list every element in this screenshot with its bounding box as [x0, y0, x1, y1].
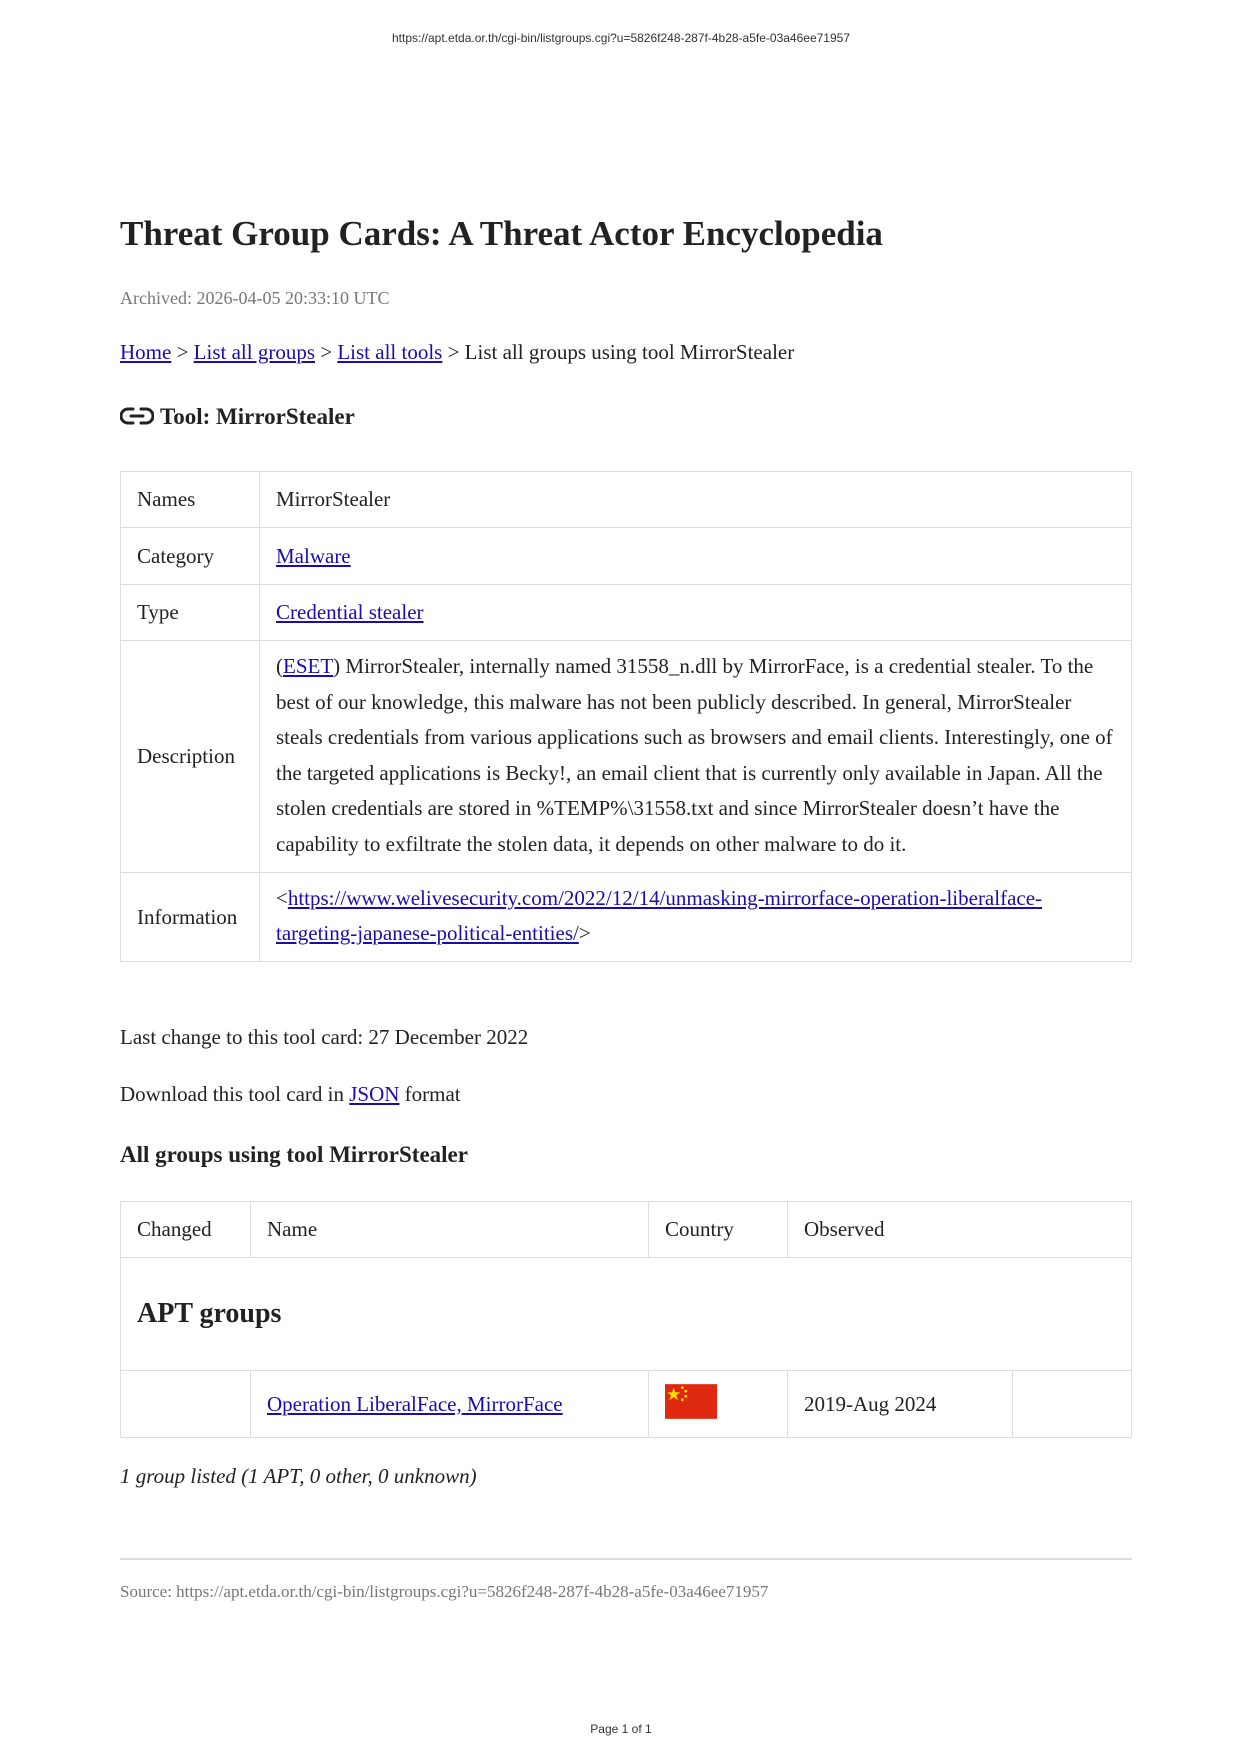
- source-url: Source: https://apt.etda.or.th/cgi-bin/listgroups.cgi?u=5826f248-287f-4b28-a5fe-03a46ee71957: [120, 1582, 769, 1601]
- table-row: [121, 472, 1132, 528]
- description-paren: (: [276, 654, 283, 678]
- column-header-observed: Observed: [788, 1202, 1132, 1258]
- table-row: [121, 1371, 1132, 1438]
- type-link[interactable]: Credential stealer: [276, 600, 424, 624]
- category-cell: [260, 528, 1132, 585]
- category-link[interactable]: Malware: [276, 543, 351, 568]
- country-cell: [649, 1371, 788, 1438]
- china-flag-icon: [665, 1384, 717, 1419]
- names-label: Names: [121, 472, 260, 528]
- tool-info-table: [120, 471, 1132, 962]
- category-label: Category: [121, 528, 260, 585]
- breadcrumb: [120, 340, 794, 365]
- download-text: [120, 1082, 461, 1107]
- description-cell: [260, 641, 1132, 873]
- information-label: Information: [121, 873, 260, 962]
- information-link[interactable]: https://www.welivesecurity.com/2022/12/14/unmasking-mirrorface-operation-liberalface-targeting-japanese-political-entities/: [276, 886, 1043, 945]
- breadcrumb-list-tools-link[interactable]: List all tools: [337, 340, 443, 364]
- section-title-apt-groups: APT groups: [121, 1258, 1132, 1371]
- page-number: Page 1 of 1: [590, 1722, 652, 1736]
- description-text: ) MirrorStealer, internally named 31558_n.dll by MirrorFace, is a credential stealer. To the best of our knowledge, this malware has not been publicly described. In general, MirrorStealer steals credentials from various applications such as browsers and email clients. Interestingly, one of the targeted applications is Becky!, an email client that is currently only available in Japan. All the stolen credentials are stored in %TEMP%\31558.txt and since MirrorStealer doesn’t have the capability to exfiltrate the stolen data, it depends on other malware to do it.: [276, 654, 1113, 856]
- information-cell: [260, 873, 1132, 962]
- description-source-link[interactable]: ESET: [283, 654, 334, 678]
- download-after: format: [399, 1082, 461, 1106]
- empty-cell: [1013, 1371, 1132, 1438]
- description-label: Description: [121, 641, 260, 873]
- type-label: Type: [121, 585, 260, 641]
- table-row: [121, 528, 1132, 585]
- json-download-link[interactable]: JSON: [349, 1082, 400, 1106]
- last-change-text: Last change to this tool card: 27 December 2022: [120, 1025, 529, 1049]
- archived-timestamp: Archived: 2026-04-05 20:33:10 UTC: [120, 288, 390, 308]
- download-before: Download this tool card in: [120, 1082, 350, 1106]
- information-close-bracket: >: [578, 921, 591, 945]
- changed-cell: [121, 1371, 251, 1438]
- column-header-changed: Changed: [121, 1202, 251, 1258]
- table-row: [121, 873, 1132, 962]
- breadcrumb-home-link[interactable]: Home: [120, 340, 172, 364]
- column-header-country: Country: [649, 1202, 788, 1258]
- breadcrumb-separator: >: [171, 340, 194, 364]
- column-header-name: Name: [251, 1202, 649, 1258]
- breadcrumb-list-groups-link[interactable]: List all groups: [193, 340, 315, 364]
- divider: [120, 1558, 1132, 1560]
- names-value: MirrorStealer: [260, 472, 1132, 528]
- tool-heading-text: Tool: MirrorStealer: [160, 404, 355, 429]
- breadcrumb-current: > List all groups using tool MirrorStealer: [442, 340, 795, 364]
- table-row: [121, 585, 1132, 641]
- groups-table: [120, 1201, 1132, 1438]
- groups-heading: All groups using tool MirrorStealer: [120, 1142, 468, 1167]
- groups-summary: 1 group listed (1 APT, 0 other, 0 unknown): [120, 1464, 477, 1488]
- information-open-bracket: <: [276, 886, 288, 910]
- section-row: [121, 1258, 1132, 1371]
- tool-heading: [120, 404, 355, 430]
- table-header-row: [121, 1202, 1132, 1258]
- group-name-cell: [251, 1371, 649, 1438]
- observed-cell: 2019-Aug 2024: [788, 1371, 1013, 1438]
- breadcrumb-separator: >: [315, 340, 338, 364]
- type-cell: [260, 585, 1132, 641]
- table-row: [121, 641, 1132, 873]
- group-link[interactable]: Operation LiberalFace, MirrorFace: [267, 1391, 563, 1416]
- page-title: Threat Group Cards: A Threat Actor Encyclopedia: [120, 214, 883, 253]
- print-header-url: https://apt.etda.or.th/cgi-bin/listgroups.cgi?u=5826f248-287f-4b28-a5fe-03a46ee71957: [391, 31, 850, 45]
- link-icon: [120, 406, 154, 426]
